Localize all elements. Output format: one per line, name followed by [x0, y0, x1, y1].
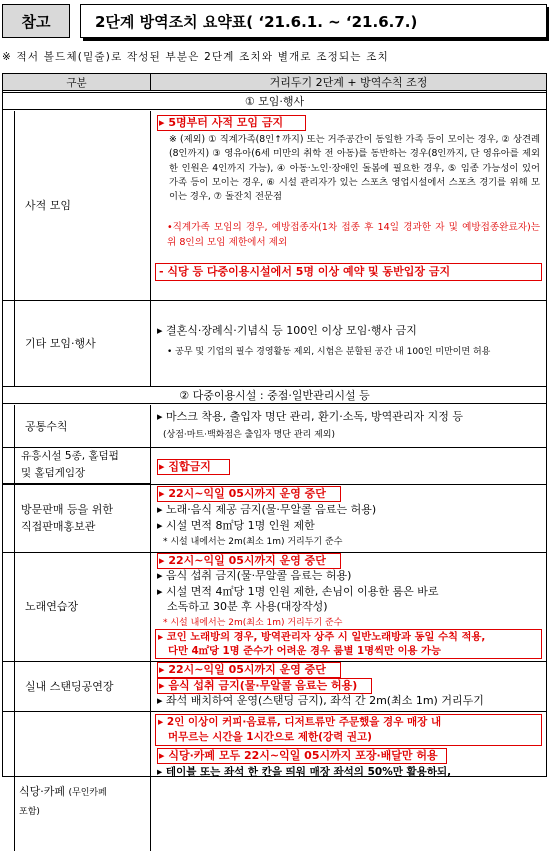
- rule-line: 머무르는 시간을 1시간으로 제한(강력 권고): [168, 731, 372, 743]
- measures-table: [2, 73, 547, 817]
- rule-line: ▸ 시설 면적 4㎡당 1명 인원 제한, 손님이 이용한 룸은 바로: [157, 585, 439, 598]
- row-label: 유흥시설 5종, 홀덤펍: [21, 450, 119, 462]
- row-label: 식당·카페: [19, 785, 66, 798]
- table-header-row: [3, 74, 546, 91]
- rule-line: ▸ 음식 섭취 금지(물·무알콜 음료는 허용): [157, 569, 352, 582]
- row-label: 직접판매홍보관: [21, 520, 96, 533]
- header-measures: 거리두기 2단계 + 방역수칙 조정: [269, 76, 428, 89]
- rule-line: ▸ 22시~익일 05시까지 운영 중단: [157, 486, 341, 502]
- rule-line: ▸ 마스크 착용, 출입자 명단 관리, 환기·소독, 방역관리자 지정 등: [157, 410, 463, 423]
- rule-line: ▸ 2인 이상이 커피·음료류, 디저트류만 주문했을 경우 매장 내: [158, 716, 442, 728]
- exception-note: ※ (제외) ① 직계가족(8인↑까지) 또는 거주공간이 동일한 가족 등이 모이는 경우, ② 상견례(8인까지) ③ 영유아(6세 미만의 취학 전 아동)를 동반하는 경우(8인까지, 단 영유아를 제외한 인원은 4인까지 가능), ④ 아동·노인·장애인 돌봄에 필요한 경우, ⑤ 임종 가능성이 있어 가족 등이 모이는 경우, ⑥ 시설 관리자가 있는 스포츠 영업시설에서 스포츠 경기를 위해 모이는 경우, ⑦ 돌잔치 전문점: [169, 134, 540, 203]
- rule-line: ▸ 식당·카페 모두 22시~익일 05시까지 포장·배달만 허용: [157, 748, 447, 764]
- rule-subnote: * 시설 내에서는 2m(최소 1m) 거리두기 준수: [163, 618, 343, 628]
- rule-line: 다만 4㎡당 1명 준수가 어려운 경우 룸별 1명씩만 이용 가능: [168, 645, 441, 657]
- row-label: 사적 모임: [25, 199, 72, 212]
- row-label: 노래연습장: [25, 600, 79, 613]
- rule-line: ▸ 노래·음식 제공 금지(물·무알콜 음료는 허용): [157, 503, 377, 516]
- rule-line: ▸ 22시~익일 05시까지 운영 중단: [157, 553, 341, 569]
- table-row-private-gathering: [3, 111, 546, 300]
- row-label: 방문판매 등을 위한: [21, 503, 114, 516]
- rule-line: ▸ 좌석 배치하여 운영(스탠딩 금지), 좌석 간 2m(최소 1m) 거리두기: [157, 694, 484, 707]
- page-title: 2단계 방역조치 요약표( ‘21.6.1. ~ ‘21.6.7.): [80, 4, 547, 38]
- rule-subnote: (상점·마트·백화점은 출입자 명단 관리 제외): [163, 430, 335, 440]
- row-label: 실내 스탠딩공연장: [25, 679, 114, 693]
- row-label: 및 홀덤게임장: [21, 467, 86, 479]
- section-title-gatherings: ① 모임·행사: [3, 92, 546, 110]
- rule-subnote: * 시설 내에서는 2m(최소 1m) 거리두기 준수: [163, 537, 343, 547]
- document-header: [2, 4, 547, 38]
- rule-line: ▸ 집합금지: [157, 459, 230, 475]
- table-row-direct-sales: [3, 484, 546, 552]
- rule-line: ▸ 시설 면적 8㎡당 1명 인원 제한: [157, 519, 315, 532]
- header-category: 구분: [3, 74, 151, 90]
- rule-line: ▸ 테이블 또는 좌석 한 칸을 띄워 매장 좌석의 50%만 활용하되,: [157, 766, 452, 778]
- table-row-standing-venue: [3, 661, 546, 711]
- rule-line: ▸ 22시~익일 05시까지 운영 중단: [157, 662, 341, 678]
- rule-line: 소독하고 30분 후 사용(대장작성): [167, 600, 328, 613]
- table-row-common-rules: [3, 405, 546, 447]
- table-row-restaurant: [3, 711, 546, 817]
- rule-line: ▸ 결혼식·장례식·기념식 등 100인 이상 모임·행사 금지: [157, 324, 417, 337]
- vaccination-note: •직계가족 모임의 경우, 예방접종자(1차 접종 후 14일 경과한 자 및 예방접종완료자)는 위 8인의 모임 제한에서 제외: [167, 222, 540, 248]
- row-label: 기타 모임·행사: [25, 336, 96, 350]
- rule-line: - 식당 등 다중이용시설에서 5명 이상 예약 및 동반입장 금지: [155, 263, 542, 281]
- table-row-karaoke: [3, 552, 546, 661]
- table-row-entertainment: [3, 447, 546, 484]
- rule-line: ▸ 코인 노래방의 경우, 방역관리자 상주 시 일반노래방과 동일 수칙 적용,: [158, 631, 486, 643]
- row-label: (무인카페: [68, 788, 107, 798]
- rule-line: ▸ 5명부터 사적 모임 금지: [157, 115, 306, 131]
- reference-badge: 참고: [2, 4, 70, 38]
- row-label: 공통수칙: [25, 419, 68, 433]
- table-row-other-events: [3, 300, 546, 386]
- note-text: ※ 적서 볼드체(밑줄)로 작성된 부분은 2단계 조치와 별개로 조정되는 조치: [2, 51, 389, 63]
- rule-subnote: • 공무 및 기업의 필수 경영활동 제외, 시험은 분할된 공간 내 100인 미만이면 허용: [167, 347, 491, 357]
- section-title-facilities: ② 다중이용시설 : 중점·일반관리시설 등: [3, 386, 546, 404]
- row-label: 포함): [19, 807, 40, 817]
- rule-line: ▸ 음식 섭취 금지(물·무알콜 음료는 허용): [157, 678, 372, 694]
